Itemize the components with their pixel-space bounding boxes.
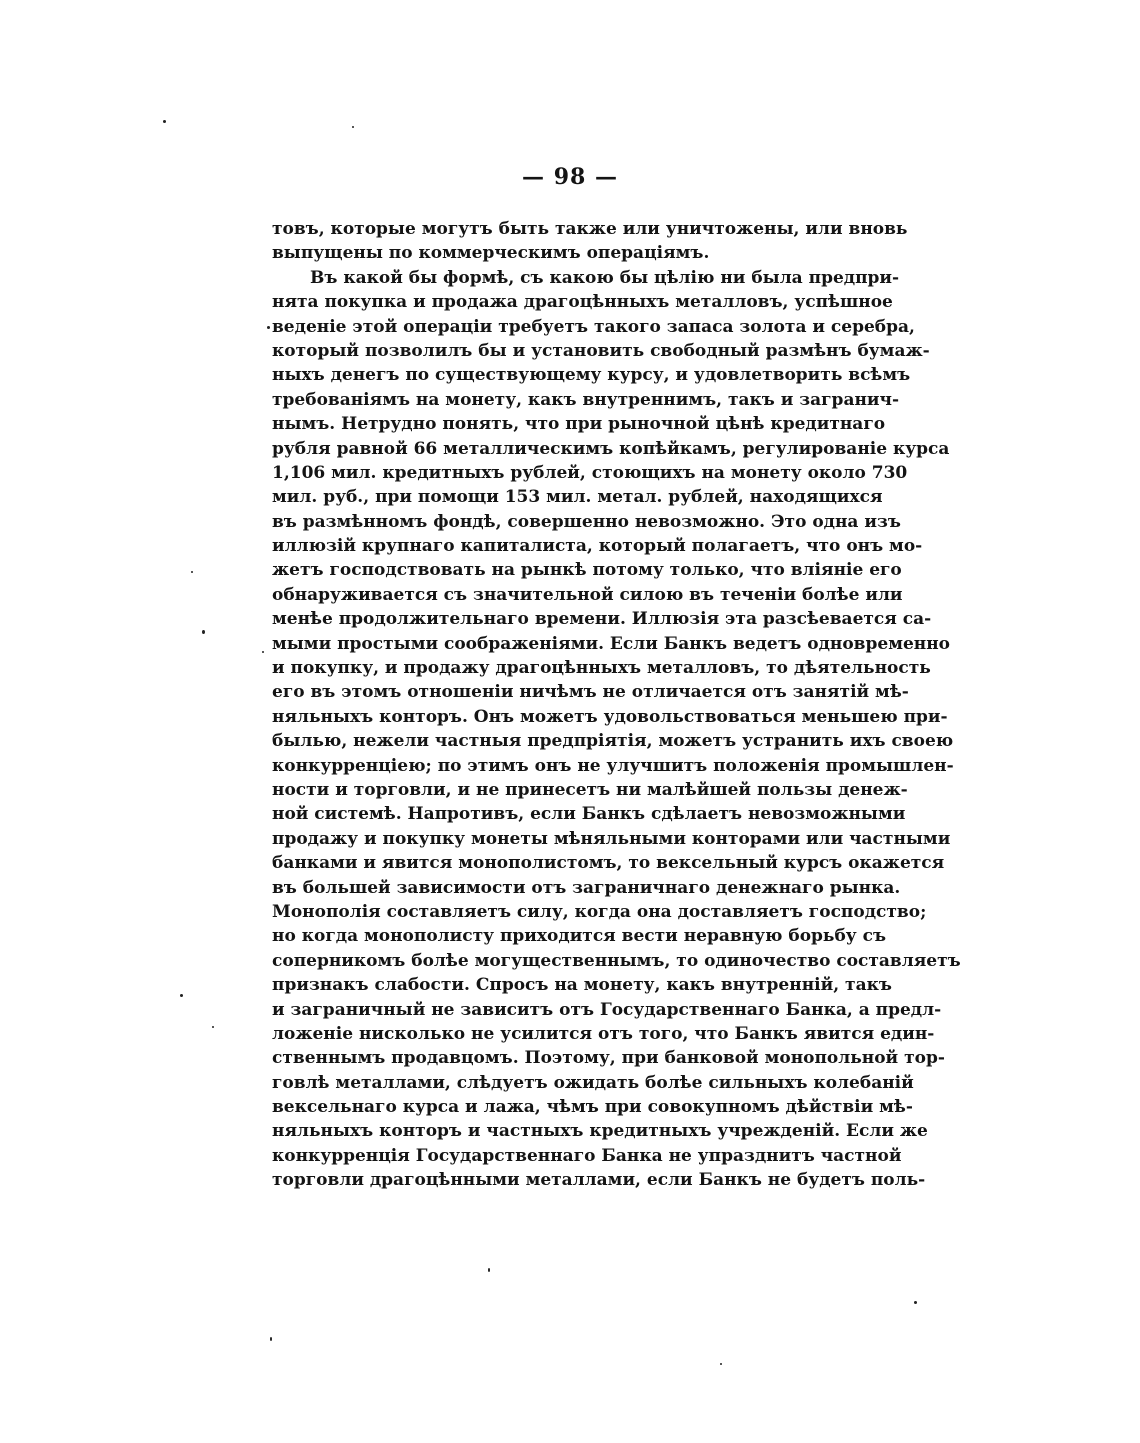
text-line: Въ какой бы формѣ, съ какою бы цѣлію ни была предпри- xyxy=(310,267,900,288)
scan-speck xyxy=(488,1268,490,1272)
text-line: признакъ слабости. Спросъ на монету, какъ внутренній, такъ xyxy=(272,975,892,996)
text-line: банками и явится монополистомъ, то вексельный курсъ окажется xyxy=(272,853,945,874)
text-line: веденіе этой операціи требуетъ такого запаса золота и серебра, xyxy=(272,316,915,337)
text-line: конкурренціею; по этимъ онъ не улучшитъ положенія промышлен- xyxy=(272,755,954,776)
scan-speck xyxy=(202,630,205,634)
text-line: говлѣ металлами, слѣдуетъ ожидать болѣе сильныхъ колебаній xyxy=(272,1072,914,1093)
text-line: выпущены по коммерческимъ операціямъ. xyxy=(272,243,710,264)
scan-speck xyxy=(267,326,270,329)
text-line: жетъ господствовать на рынкѣ потому только, что вліяніе его xyxy=(272,560,902,581)
text-line: торговли драгоцѣнными металлами, если Банкъ не будетъ поль- xyxy=(272,1170,926,1191)
scan-speck xyxy=(180,994,183,997)
text-line: и заграничный не зависитъ отъ Государственнаго Банка, а предл- xyxy=(272,999,942,1020)
text-line: въ большей зависимости отъ заграничнаго денежнаго рынка. xyxy=(272,877,901,898)
text-line: и покупку, и продажу драгоцѣнныхъ металловъ, то дѣятельность xyxy=(272,658,931,679)
text-line: который позволилъ бы и установить свободный размѣнъ бумаж- xyxy=(272,340,930,361)
text-line: рубля равной 66 металлическимъ копѣйкамъ, регулированіе курса xyxy=(272,438,950,459)
text-line: былью, нежели частныя предпріятія, можетъ устранить ихъ своею xyxy=(272,731,954,752)
text-line: ственнымъ продавцомъ. Поэтому, при банковой монопольной тор- xyxy=(272,1048,945,1069)
text-line: ной системѣ. Напротивъ, если Банкъ сдѣлаетъ невозможными xyxy=(272,804,906,825)
text-line: обнаруживается съ значительной силою въ теченіи болѣе или xyxy=(272,584,903,605)
text-line: продажу и покупку монеты мѣняльными конторами или частными xyxy=(272,828,951,849)
text-line: иллюзій крупнаго капиталиста, который полагаетъ, что онъ мо- xyxy=(272,536,923,557)
text-line: но когда монополисту приходится вести неравную борьбу съ xyxy=(272,926,886,947)
text-line: конкурренція Государственнаго Банка не упразднитъ частной xyxy=(272,1145,902,1166)
page-number: — 98 — xyxy=(522,164,618,190)
text-line: его въ этомъ отношеніи ничѣмъ не отличается отъ занятій мѣ- xyxy=(272,682,909,703)
text-line: ложеніе нисколько не усилится отъ того, что Банкъ явится един- xyxy=(272,1023,935,1044)
text-line: мил. руб., при помощи 153 мил. метал. рублей, находящихся xyxy=(272,487,883,508)
text-line: Монополія составляетъ силу, когда она доставляетъ господство; xyxy=(272,901,927,922)
text-line: няльныхъ конторъ и частныхъ кредитныхъ учрежденій. Если же xyxy=(272,1121,928,1142)
scan-speck xyxy=(212,1026,214,1028)
scan-speck xyxy=(720,1363,722,1365)
text-line: 1,106 мил. кредитныхъ рублей, стоющихъ на монету около 730 xyxy=(272,462,908,483)
text-line: ныхъ денегъ по существующему курсу, и удовлетворить всѣмъ xyxy=(272,365,911,386)
text-line: мыми простыми соображеніями. Если Банкъ ведетъ одновременно xyxy=(272,633,950,654)
text-line: ности и торговли, и не принесетъ ни малѣйшей пользы денеж- xyxy=(272,779,908,800)
text-line: товъ, которые могутъ быть также или уничтожены, или вновь xyxy=(272,219,908,239)
scan-speck xyxy=(914,1301,917,1304)
text-line: нымъ. Нетрудно понять, что при рыночной цѣнѣ кредитнаго xyxy=(272,414,886,435)
text-line: нята покупка и продажа драгоцѣнныхъ металловъ, успѣшное xyxy=(272,292,893,313)
text-line: въ размѣнномъ фондѣ, совершенно невозможно. Это одна изъ xyxy=(272,511,901,532)
scan-speck xyxy=(163,120,166,123)
text-line: менѣе продолжительнаго времени. Иллюзія эта разсѣевается са- xyxy=(272,609,932,630)
text-line: требованіямъ на монету, какъ внутреннимъ, такъ и загранич- xyxy=(272,389,900,410)
text-line: соперникомъ болѣе могущественнымъ, то одиночество составляетъ xyxy=(272,950,961,971)
body-text xyxy=(272,217,961,1193)
scan-speck xyxy=(270,1337,272,1341)
text-line: вексельнаго курса и лажа, чѣмъ при совокупномъ дѣйствіи мѣ- xyxy=(272,1097,913,1118)
scan-speck xyxy=(352,126,354,128)
scan-speck xyxy=(262,651,264,653)
scan-speck xyxy=(191,571,193,573)
text-line: няльныхъ конторъ. Онъ можетъ удовольствоваться меньшею при- xyxy=(272,706,948,727)
